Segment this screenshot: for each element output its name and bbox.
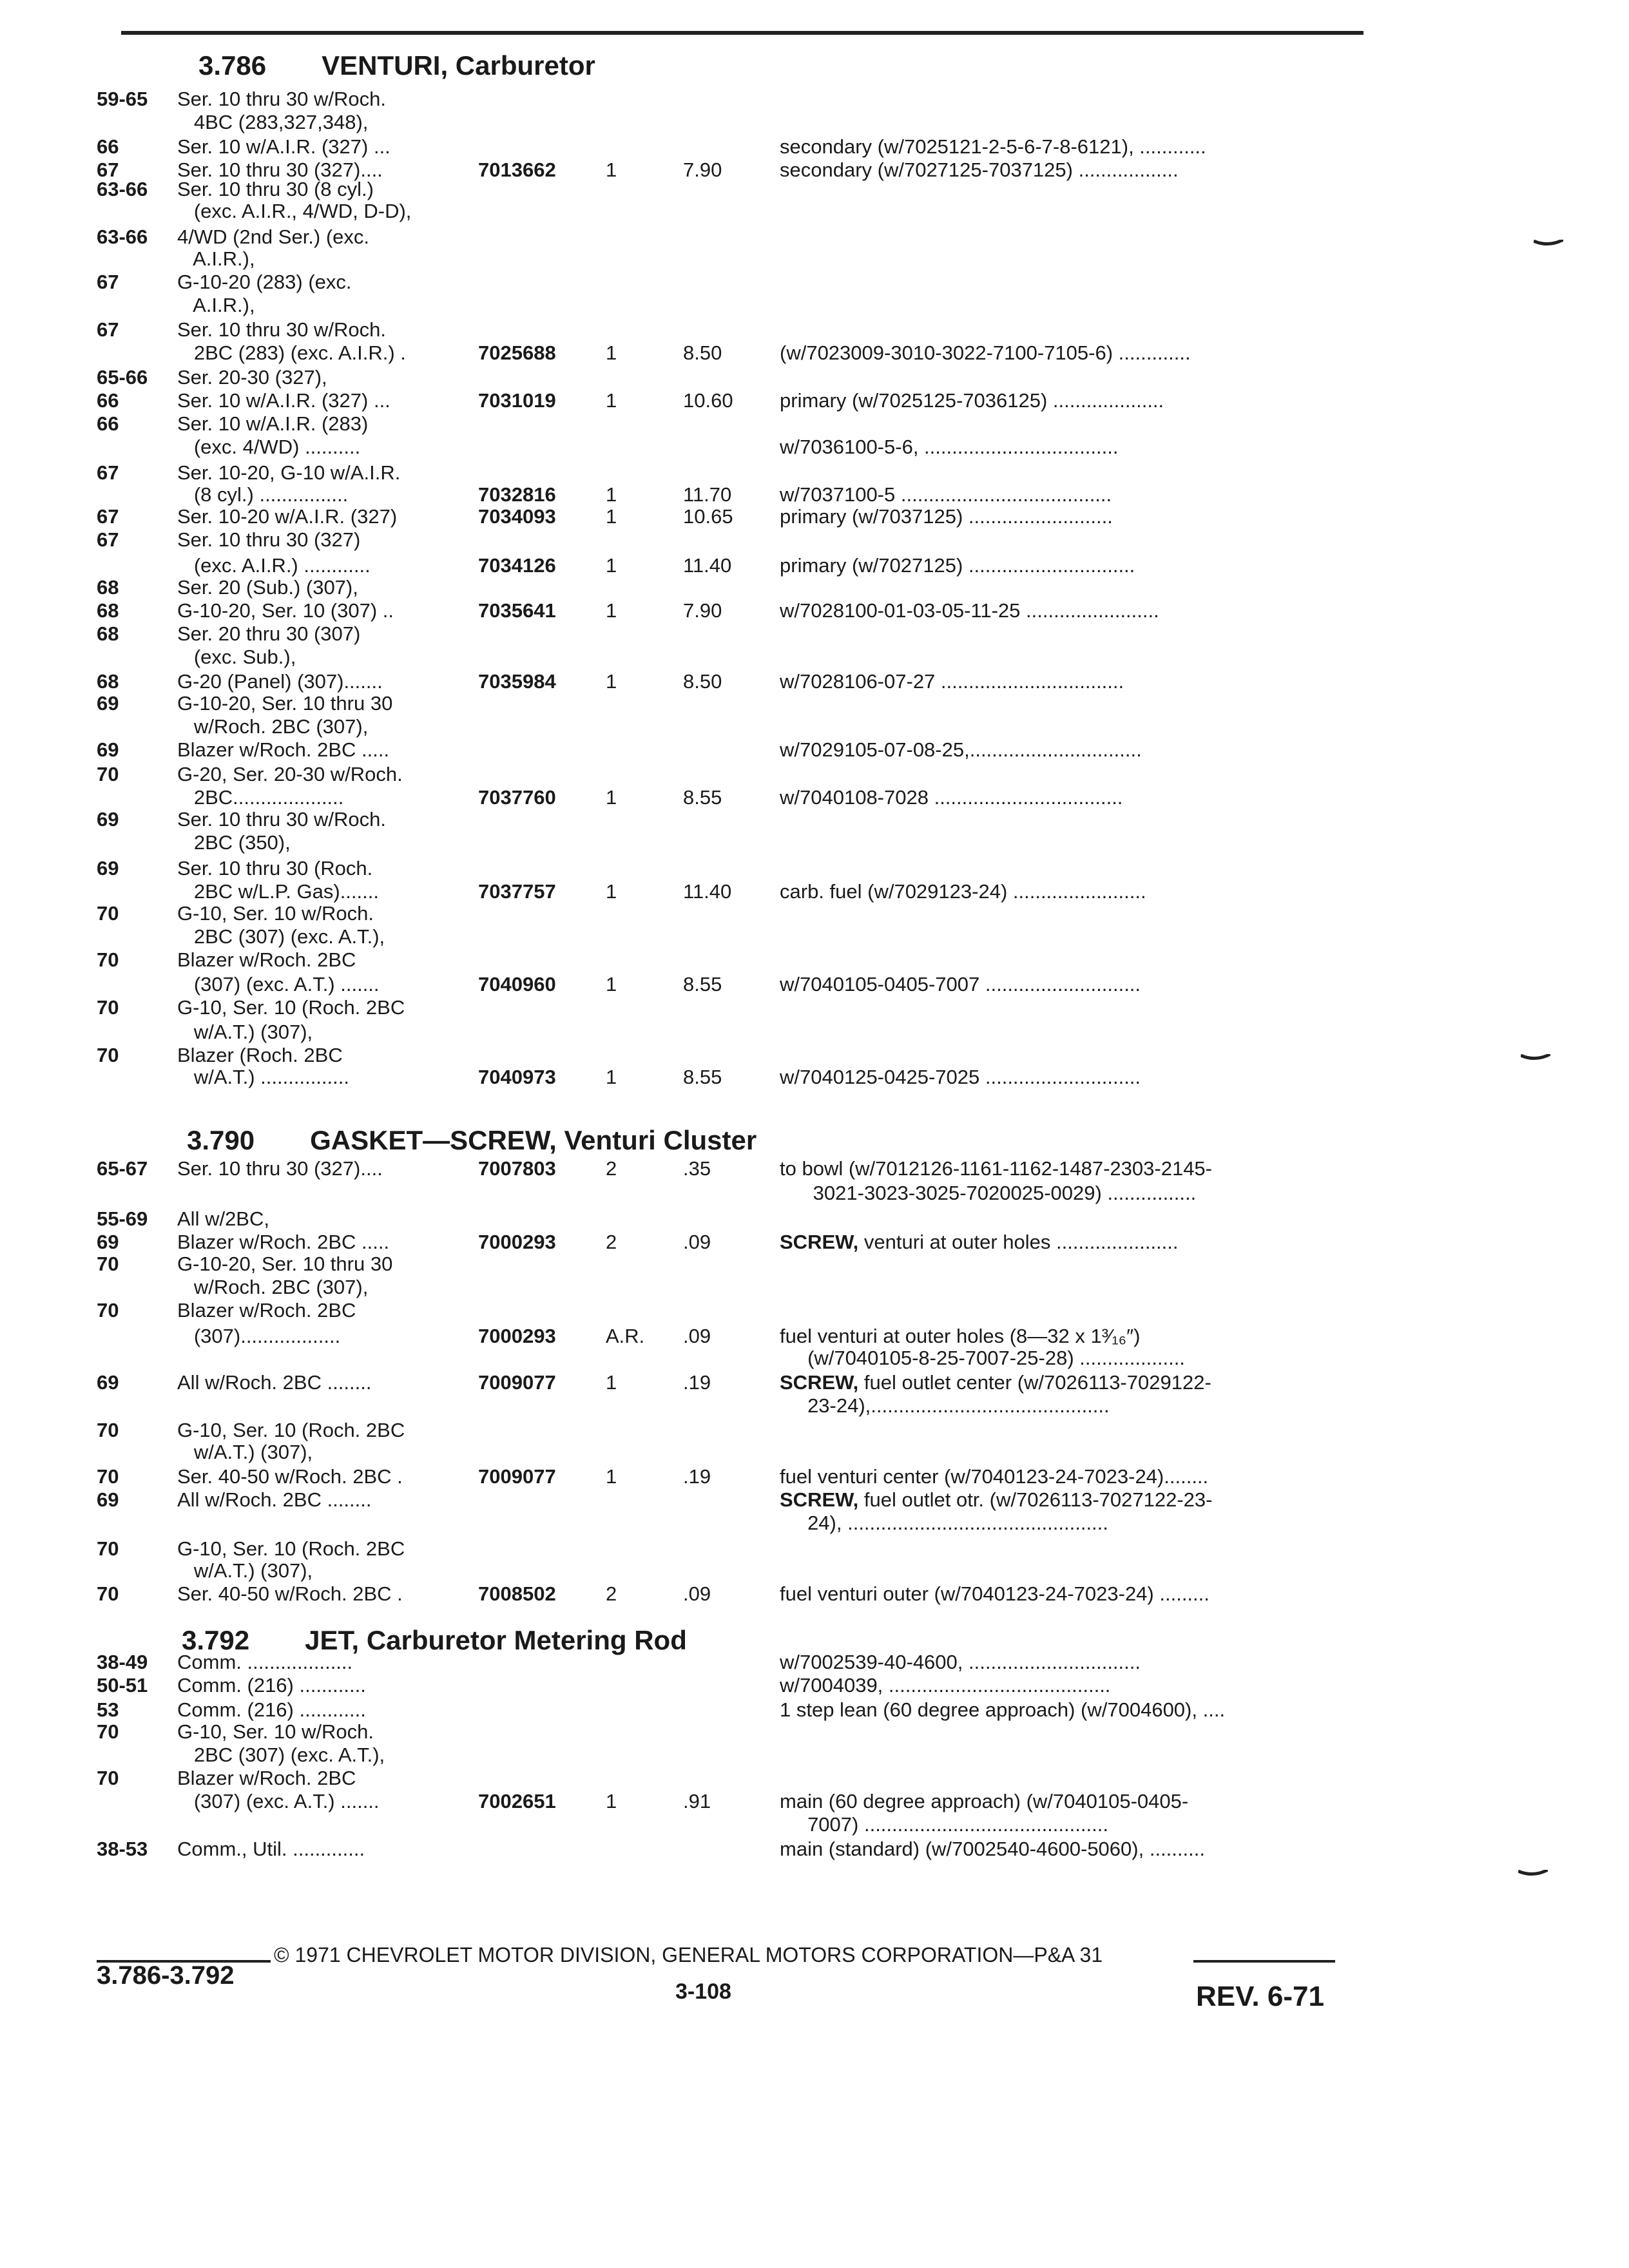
row-note: carb. fuel (w/7029123-24) ........................ bbox=[780, 880, 1146, 903]
parts-row bbox=[0, 366, 1629, 389]
row-part: 7034126 bbox=[478, 554, 556, 577]
footer-revision: REV. 6-71 bbox=[1196, 1981, 1324, 2012]
row-year: 69 bbox=[97, 692, 119, 715]
row-desc: G-10-20 (283) (exc. bbox=[177, 271, 352, 293]
parts-row bbox=[0, 1207, 1629, 1231]
parts-row bbox=[0, 111, 1629, 134]
parts-row bbox=[0, 1419, 1629, 1442]
parts-row bbox=[0, 1021, 1629, 1044]
row-year: 38-53 bbox=[97, 1838, 148, 1860]
row-qty: 1 bbox=[606, 505, 617, 528]
row-year: 70 bbox=[97, 1537, 119, 1560]
row-part: 7009077 bbox=[478, 1465, 556, 1488]
row-qty: 1 bbox=[606, 786, 617, 809]
parts-row bbox=[0, 200, 1629, 223]
row-desc: Ser. 10-20, G-10 w/A.I.R. bbox=[177, 461, 401, 484]
parts-row bbox=[0, 1044, 1629, 1067]
row-qty: 1 bbox=[606, 1790, 617, 1812]
row-desc: Ser. 10 thru 30 (327).... bbox=[177, 159, 383, 181]
row-note: w/7029105-07-08-25,............................... bbox=[780, 738, 1142, 761]
parts-row bbox=[0, 1537, 1629, 1561]
row-desc: G-10, Ser. 10 w/Roch. bbox=[177, 902, 374, 925]
row-note: main (standard) (w/7002540-4600-5060), .......... bbox=[780, 1838, 1205, 1860]
row-desc: 4BC (283,327,348), bbox=[177, 111, 369, 133]
parts-row bbox=[0, 389, 1629, 412]
row-desc: w/A.T.) ................ bbox=[177, 1066, 349, 1088]
row-desc: Blazer (Roch. 2BC bbox=[177, 1044, 343, 1066]
parts-row bbox=[0, 1512, 1629, 1535]
section-heading-3-790 bbox=[187, 1125, 757, 1156]
row-desc: Ser. 10 w/A.I.R. (327) ... bbox=[177, 135, 390, 158]
parts-row bbox=[0, 1720, 1629, 1744]
parts-row bbox=[0, 505, 1629, 528]
parts-row bbox=[0, 902, 1629, 925]
row-note: primary (w/7037125) .......................... bbox=[780, 505, 1113, 528]
row-desc: Ser. 10 thru 30 (327).... bbox=[177, 1157, 383, 1180]
row-desc: Ser. 20 thru 30 (307) bbox=[177, 622, 361, 645]
row-price: 7.90 bbox=[683, 159, 722, 181]
row-note: w/7040105-0405-7007 ............................ bbox=[780, 973, 1141, 995]
row-note: 3021-3023-3025-7020025-0029) ................ bbox=[780, 1182, 1197, 1204]
row-price: .19 bbox=[683, 1371, 711, 1394]
parts-row bbox=[0, 831, 1629, 854]
row-year: 70 bbox=[97, 996, 119, 1019]
row-note: (w/7040105-8-25-7007-25-28) ................... bbox=[780, 1347, 1185, 1369]
parts-row bbox=[0, 1231, 1629, 1254]
row-desc: A.I.R.), bbox=[177, 247, 255, 270]
parts-row bbox=[0, 1674, 1629, 1697]
parts-row bbox=[0, 294, 1629, 317]
parts-row bbox=[0, 1394, 1629, 1418]
margin-mark bbox=[1518, 1870, 1548, 1876]
parts-row bbox=[0, 554, 1629, 577]
row-year: 70 bbox=[97, 1465, 119, 1488]
row-year: 67 bbox=[97, 271, 119, 293]
row-desc: G-10, Ser. 10 w/Roch. bbox=[177, 1720, 374, 1743]
row-qty: 1 bbox=[606, 1465, 617, 1488]
parts-row bbox=[0, 646, 1629, 669]
row-part: 7007803 bbox=[478, 1157, 556, 1180]
parts-row bbox=[0, 436, 1629, 459]
row-year: 65-66 bbox=[97, 366, 148, 389]
row-desc: Ser. 10 thru 30 (8 cyl.) bbox=[177, 178, 374, 200]
row-year: 65-67 bbox=[97, 1157, 148, 1180]
parts-row bbox=[0, 461, 1629, 485]
row-part: 7035984 bbox=[478, 670, 556, 693]
row-desc: Blazer w/Roch. 2BC bbox=[177, 948, 356, 971]
parts-row bbox=[0, 925, 1629, 948]
row-part: 7040960 bbox=[478, 973, 556, 995]
parts-row bbox=[0, 857, 1629, 880]
row-price: 8.55 bbox=[683, 786, 722, 809]
row-desc: Comm. ................... bbox=[177, 1651, 353, 1673]
row-desc: Ser. 10 w/A.I.R. (283) bbox=[177, 412, 369, 435]
row-price: .09 bbox=[683, 1231, 711, 1253]
row-year: 69 bbox=[97, 1488, 119, 1511]
row-desc: G-20 (Panel) (307)....... bbox=[177, 670, 383, 693]
row-part: 7031019 bbox=[478, 389, 556, 412]
parts-row bbox=[0, 1276, 1629, 1299]
row-note: main (60 degree approach) (w/7040105-0405- bbox=[780, 1790, 1189, 1812]
row-year: 67 bbox=[97, 159, 119, 181]
row-price: 7.90 bbox=[683, 599, 722, 622]
parts-row bbox=[0, 483, 1629, 506]
section-title: GASKET—SCREW, Venturi Cluster bbox=[310, 1125, 757, 1155]
row-note: fuel venturi outer (w/7040123-24-7023-24) ......... bbox=[780, 1582, 1210, 1605]
row-desc: w/Roch. 2BC (307), bbox=[177, 715, 369, 738]
parts-row bbox=[0, 880, 1629, 903]
row-year: 70 bbox=[97, 1767, 119, 1789]
margin-mark bbox=[1534, 240, 1563, 246]
parts-row bbox=[0, 786, 1629, 809]
row-desc: w/A.T.) (307), bbox=[177, 1021, 313, 1043]
row-desc: (8 cyl.) ................ bbox=[177, 483, 349, 506]
parts-row bbox=[0, 1182, 1629, 1205]
parts-row bbox=[0, 1767, 1629, 1790]
row-year: 67 bbox=[97, 461, 119, 484]
row-year: 66 bbox=[97, 135, 119, 158]
row-note: secondary (w/7027125-7037125) .................. bbox=[780, 159, 1179, 181]
row-desc: All w/2BC, bbox=[177, 1207, 269, 1230]
footer-range: 3.786-3.792 bbox=[97, 1961, 235, 1990]
parts-row bbox=[0, 1790, 1629, 1813]
row-desc: Ser. 10 thru 30 (Roch. bbox=[177, 857, 373, 879]
row-year: 70 bbox=[97, 763, 119, 785]
section-heading-3-786 bbox=[198, 50, 595, 81]
row-desc: 4/WD (2nd Ser.) (exc. bbox=[177, 226, 370, 248]
row-note: 7007) ............................................ bbox=[780, 1813, 1108, 1836]
row-part: 7000293 bbox=[478, 1325, 556, 1347]
row-year: 50-51 bbox=[97, 1674, 148, 1696]
row-desc: Blazer w/Roch. 2BC bbox=[177, 1767, 356, 1789]
row-qty: 2 bbox=[606, 1231, 617, 1253]
section-number: 3.792 bbox=[182, 1625, 250, 1655]
top-rule bbox=[121, 31, 1364, 35]
row-desc: 2BC (283) (exc. A.I.R.) . bbox=[177, 341, 406, 364]
row-price: .09 bbox=[683, 1325, 711, 1347]
parts-row bbox=[0, 247, 1629, 271]
parts-row bbox=[0, 1698, 1629, 1722]
row-desc: 2BC w/L.P. Gas)....... bbox=[177, 880, 379, 903]
parts-row bbox=[0, 1488, 1629, 1512]
row-desc: Comm. (216) ............ bbox=[177, 1698, 366, 1721]
parts-row bbox=[0, 1838, 1629, 1861]
row-note: primary (w/7025125-7036125) .................... bbox=[780, 389, 1164, 412]
row-year: 69 bbox=[97, 808, 119, 831]
row-price: 8.50 bbox=[683, 341, 722, 364]
row-price: 10.65 bbox=[683, 505, 733, 528]
row-desc: Ser. 10 thru 30 (327) bbox=[177, 528, 361, 551]
row-desc: Comm., Util. ............. bbox=[177, 1838, 365, 1860]
parts-row bbox=[0, 1465, 1629, 1488]
row-qty: 2 bbox=[606, 1582, 617, 1605]
row-qty: 1 bbox=[606, 880, 617, 903]
parts-row bbox=[0, 576, 1629, 599]
row-qty: 1 bbox=[606, 670, 617, 693]
parts-row bbox=[0, 1371, 1629, 1394]
row-note: SCREW, fuel outlet center (w/7026113-7029122- bbox=[780, 1371, 1211, 1394]
footer-rule-right bbox=[1193, 1960, 1335, 1963]
parts-row bbox=[0, 412, 1629, 436]
row-note: w/7040125-0425-7025 ............................ bbox=[780, 1066, 1141, 1088]
row-qty: 1 bbox=[606, 341, 617, 364]
row-year: 69 bbox=[97, 738, 119, 761]
row-year: 38-49 bbox=[97, 1651, 148, 1673]
parts-row bbox=[0, 738, 1629, 762]
parts-row bbox=[0, 1066, 1629, 1089]
row-desc: A.I.R.), bbox=[177, 294, 255, 316]
parts-row bbox=[0, 1325, 1629, 1348]
row-desc: G-10-20, Ser. 10 thru 30 bbox=[177, 1253, 393, 1275]
row-desc: Ser. 20-30 (327), bbox=[177, 366, 327, 389]
row-part: 7037757 bbox=[478, 880, 556, 903]
row-year: 70 bbox=[97, 948, 119, 971]
parts-row bbox=[0, 271, 1629, 294]
row-part: 7025688 bbox=[478, 341, 556, 364]
row-year: 63-66 bbox=[97, 178, 148, 200]
row-desc: (exc. A.I.R.) ............ bbox=[177, 554, 371, 577]
row-desc: G-20, Ser. 20-30 w/Roch. bbox=[177, 763, 403, 785]
row-desc: Blazer w/Roch. 2BC bbox=[177, 1299, 356, 1321]
row-year: 67 bbox=[97, 505, 119, 528]
row-desc: Ser. 10 w/A.I.R. (327) ... bbox=[177, 389, 390, 412]
parts-row bbox=[0, 973, 1629, 996]
row-note: w/7002539-40-4600, ............................... bbox=[780, 1651, 1141, 1673]
row-qty: 1 bbox=[606, 389, 617, 412]
row-year: 70 bbox=[97, 902, 119, 925]
footer-copyright: © 1971 CHEVROLET MOTOR DIVISION, GENERAL MOTORS CORPORATION—P&A 31 bbox=[274, 1943, 1103, 1966]
section-number: 3.790 bbox=[187, 1125, 255, 1155]
row-year: 69 bbox=[97, 857, 119, 879]
row-desc: w/Roch. 2BC (307), bbox=[177, 1276, 369, 1298]
parts-row bbox=[0, 715, 1629, 738]
row-desc: w/A.T.) (307), bbox=[177, 1559, 313, 1582]
section-title: VENTURI, Carburetor bbox=[322, 50, 595, 81]
row-part: 7000293 bbox=[478, 1231, 556, 1253]
row-year: 70 bbox=[97, 1044, 119, 1066]
parts-row bbox=[0, 178, 1629, 201]
row-note: fuel venturi center (w/7040123-24-7023-24)........ bbox=[780, 1465, 1209, 1488]
row-year: 59-65 bbox=[97, 88, 148, 110]
row-price: 11.40 bbox=[683, 554, 732, 577]
row-part: 7035641 bbox=[478, 599, 556, 622]
row-desc: Blazer w/Roch. 2BC ..... bbox=[177, 1231, 390, 1253]
row-desc: All w/Roch. 2BC ........ bbox=[177, 1488, 372, 1511]
parts-row bbox=[0, 1299, 1629, 1322]
parts-row bbox=[0, 1813, 1629, 1836]
row-desc: Ser. 10 thru 30 w/Roch. bbox=[177, 88, 386, 110]
row-desc: Ser. 40-50 w/Roch. 2BC . bbox=[177, 1582, 403, 1605]
row-qty: 1 bbox=[606, 1066, 617, 1088]
row-part: 7034093 bbox=[478, 505, 556, 528]
row-price: 11.40 bbox=[683, 880, 732, 903]
row-desc: G-10-20, Ser. 10 thru 30 bbox=[177, 692, 393, 715]
row-year: 68 bbox=[97, 576, 119, 599]
row-year: 68 bbox=[97, 622, 119, 645]
row-desc: 2BC (350), bbox=[177, 831, 291, 854]
parts-row bbox=[0, 226, 1629, 249]
parts-row bbox=[0, 1744, 1629, 1767]
row-note: primary (w/7027125) .............................. bbox=[780, 554, 1135, 577]
row-price: 11.70 bbox=[683, 483, 732, 506]
row-year: 55-69 bbox=[97, 1207, 148, 1230]
parts-row bbox=[0, 135, 1629, 159]
parts-row bbox=[0, 1441, 1629, 1464]
row-qty: 1 bbox=[606, 599, 617, 622]
row-note: w/7036100-5-6, ................................... bbox=[780, 436, 1119, 458]
parts-row bbox=[0, 1157, 1629, 1180]
row-desc: Ser. 20 (Sub.) (307), bbox=[177, 576, 358, 599]
parts-row bbox=[0, 948, 1629, 972]
row-qty: A.R. bbox=[606, 1325, 645, 1347]
row-qty: 1 bbox=[606, 973, 617, 995]
parts-row bbox=[0, 1651, 1629, 1674]
row-note: 1 step lean (60 degree approach) (w/7004600), .... bbox=[780, 1698, 1226, 1721]
row-desc: Ser. 10-20 w/A.I.R. (327) bbox=[177, 505, 398, 528]
row-year: 66 bbox=[97, 389, 119, 412]
row-part: 7002651 bbox=[478, 1790, 556, 1812]
parts-row bbox=[0, 341, 1629, 365]
row-price: 10.60 bbox=[683, 389, 733, 412]
row-qty: 1 bbox=[606, 1371, 617, 1394]
row-note: to bowl (w/7012126-1161-1162-1487-2303-2145- bbox=[780, 1157, 1212, 1180]
row-part: 7013662 bbox=[478, 159, 556, 181]
parts-row bbox=[0, 1559, 1629, 1582]
row-part: 7037760 bbox=[478, 786, 556, 809]
row-note: (w/7023009-3010-3022-7100-7105-6) ............. bbox=[780, 341, 1191, 364]
parts-row bbox=[0, 599, 1629, 622]
row-desc: (exc. 4/WD) .......... bbox=[177, 436, 361, 458]
parts-row bbox=[0, 1582, 1629, 1606]
row-year: 68 bbox=[97, 599, 119, 622]
row-year: 70 bbox=[97, 1582, 119, 1605]
parts-row bbox=[0, 670, 1629, 693]
parts-row bbox=[0, 763, 1629, 786]
row-desc: 2BC (307) (exc. A.T.), bbox=[177, 925, 385, 948]
row-qty: 2 bbox=[606, 1157, 617, 1180]
parts-row bbox=[0, 622, 1629, 646]
row-note: 23-24),........................................... bbox=[780, 1394, 1110, 1417]
row-qty: 1 bbox=[606, 554, 617, 577]
row-note: w/7028106-07-27 ................................. bbox=[780, 670, 1124, 693]
row-desc: Comm. (216) ............ bbox=[177, 1674, 366, 1696]
row-price: 8.55 bbox=[683, 1066, 722, 1088]
row-qty: 1 bbox=[606, 159, 617, 181]
row-part: 7008502 bbox=[478, 1582, 556, 1605]
row-desc: (exc. Sub.), bbox=[177, 646, 296, 668]
row-desc: All w/Roch. 2BC ........ bbox=[177, 1371, 372, 1394]
row-year: 53 bbox=[97, 1698, 119, 1721]
row-desc: 2BC (307) (exc. A.T.), bbox=[177, 1744, 385, 1766]
row-qty: 1 bbox=[606, 483, 617, 506]
row-year: 70 bbox=[97, 1419, 119, 1441]
row-year: 70 bbox=[97, 1720, 119, 1743]
parts-row bbox=[0, 318, 1629, 341]
margin-mark bbox=[1521, 1054, 1550, 1061]
parts-row bbox=[0, 808, 1629, 831]
row-desc: G-10, Ser. 10 (Roch. 2BC bbox=[177, 996, 405, 1019]
row-year: 68 bbox=[97, 670, 119, 693]
parts-row bbox=[0, 88, 1629, 111]
row-year: 70 bbox=[97, 1299, 119, 1321]
row-desc: (exc. A.I.R., 4/WD, D-D), bbox=[177, 200, 412, 222]
row-year: 63-66 bbox=[97, 226, 148, 248]
row-year: 70 bbox=[97, 1253, 119, 1275]
row-part: 7040973 bbox=[478, 1066, 556, 1088]
row-note: 24), ............................................... bbox=[780, 1512, 1108, 1534]
parts-row bbox=[0, 528, 1629, 552]
row-year: 67 bbox=[97, 528, 119, 551]
row-desc: G-10, Ser. 10 (Roch. 2BC bbox=[177, 1419, 405, 1441]
parts-row bbox=[0, 1347, 1629, 1370]
section-title: JET, Carburetor Metering Rod bbox=[305, 1625, 687, 1655]
row-note: fuel venturi at outer holes (8—32 x 1³⁄₁₆″) bbox=[780, 1325, 1141, 1347]
footer-page-number: 3-108 bbox=[675, 1979, 731, 2004]
row-note: w/7028100-01-03-05-11-25 ........................ bbox=[780, 599, 1159, 622]
section-number: 3.786 bbox=[198, 50, 267, 81]
row-price: .19 bbox=[683, 1465, 711, 1488]
row-part: 7009077 bbox=[478, 1371, 556, 1394]
parts-row bbox=[0, 1253, 1629, 1276]
row-part: 7032816 bbox=[478, 483, 556, 506]
row-desc: G-10, Ser. 10 (Roch. 2BC bbox=[177, 1537, 405, 1560]
row-desc: G-10-20, Ser. 10 (307) .. bbox=[177, 599, 394, 622]
row-desc: w/A.T.) (307), bbox=[177, 1441, 313, 1463]
row-desc: Ser. 40-50 w/Roch. 2BC . bbox=[177, 1465, 403, 1488]
row-year: 69 bbox=[97, 1231, 119, 1253]
row-note: w/7037100-5 ...................................... bbox=[780, 483, 1112, 506]
row-year: 66 bbox=[97, 412, 119, 435]
row-price: 8.55 bbox=[683, 973, 722, 995]
row-note: w/7040108-7028 .................................. bbox=[780, 786, 1123, 809]
row-desc: 2BC.................... bbox=[177, 786, 344, 809]
row-desc: (307) (exc. A.T.) ....... bbox=[177, 973, 380, 995]
row-desc: (307).................. bbox=[177, 1325, 341, 1347]
row-price: .35 bbox=[683, 1157, 711, 1180]
row-desc: (307) (exc. A.T.) ....... bbox=[177, 1790, 380, 1812]
row-note: w/7004039, ........................................ bbox=[780, 1674, 1111, 1696]
parts-row bbox=[0, 692, 1629, 715]
row-year: 69 bbox=[97, 1371, 119, 1394]
parts-row bbox=[0, 996, 1629, 1019]
row-note: secondary (w/7025121-2-5-6-7-8-6121), ............ bbox=[780, 135, 1206, 158]
row-note: SCREW, fuel outlet otr. (w/7026113-7027122-23- bbox=[780, 1488, 1213, 1511]
row-year: 67 bbox=[97, 318, 119, 341]
row-price: .91 bbox=[683, 1790, 711, 1812]
row-note: SCREW, venturi at outer holes ...................... bbox=[780, 1231, 1179, 1253]
row-price: .09 bbox=[683, 1582, 711, 1605]
row-price: 8.50 bbox=[683, 670, 722, 693]
row-desc: Ser. 10 thru 30 w/Roch. bbox=[177, 318, 386, 341]
row-desc: Ser. 10 thru 30 w/Roch. bbox=[177, 808, 386, 831]
row-desc: Blazer w/Roch. 2BC ..... bbox=[177, 738, 390, 761]
